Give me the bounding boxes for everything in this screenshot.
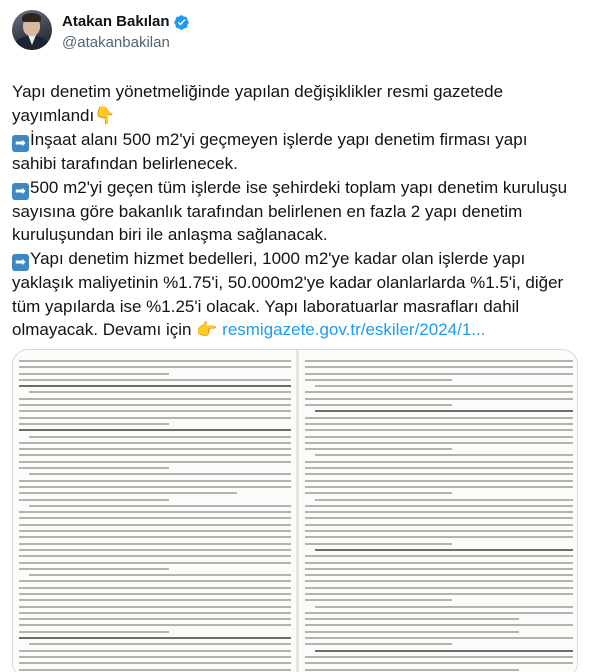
document-text-line [19, 360, 291, 362]
document-text-line [19, 580, 291, 582]
document-text-line [19, 637, 291, 639]
document-text-line [305, 517, 573, 519]
document-text-line [19, 631, 169, 633]
document-text-line [305, 442, 573, 444]
document-text-line [19, 492, 237, 494]
document-text-line [305, 467, 573, 469]
document-text-line [305, 436, 573, 438]
verified-badge-icon[interactable] [173, 14, 190, 31]
document-text-line [19, 555, 291, 557]
document-text-line [305, 631, 519, 633]
document-text-line [305, 473, 573, 475]
document-text-line [19, 467, 169, 469]
document-text-line [19, 593, 291, 595]
document-text-line [305, 624, 573, 626]
document-text-line [305, 486, 573, 488]
document-text-line [19, 599, 291, 601]
document-text-line [19, 656, 291, 658]
document-text-line [19, 650, 291, 652]
document-text-line [305, 612, 573, 614]
document-text-line [305, 423, 573, 425]
document-text-line [305, 637, 573, 639]
avatar-hair [22, 13, 41, 22]
right-arrow-icon: ➡ [12, 135, 29, 152]
document-text-line [19, 423, 169, 425]
document-page-left [13, 350, 297, 672]
document-text-line [19, 385, 291, 387]
document-text-line [315, 606, 573, 608]
document-text-line [305, 574, 573, 576]
document-text-line [19, 587, 291, 589]
document-text-line [305, 391, 573, 393]
document-text-line [19, 417, 291, 419]
paragraph-1 [12, 80, 572, 128]
document-text-line [19, 568, 169, 570]
gazette-link[interactable]: resmigazete.gov.tr/eskiler/2024/1... [222, 320, 486, 340]
document-text-line [19, 530, 291, 532]
document-text-line [305, 379, 452, 381]
paragraph-2-text: İnşaat alanı 500 m2'yi geçmeyen işlerde yapı denetim firması yapı sahibi tarafından belirlenecek. [12, 130, 528, 174]
tweet-text [12, 80, 572, 343]
document-text-line [19, 669, 291, 671]
document-text-line [305, 662, 573, 664]
document-text-line [19, 662, 291, 664]
document-text-line [305, 505, 573, 507]
document-text-line [305, 618, 519, 620]
document-text-line [305, 429, 573, 431]
document-page-right [299, 350, 578, 672]
document-text-line [305, 580, 573, 582]
document-text-line [315, 549, 573, 551]
document-text-line [19, 517, 291, 519]
document-text-line [315, 650, 573, 652]
document-text-line [19, 429, 291, 431]
document-text-line [305, 480, 573, 482]
attached-document-image[interactable] [12, 349, 578, 672]
document-text-line [29, 574, 291, 576]
document-text-line [305, 366, 573, 368]
paragraph-1-text: Yapı denetim yönetmeliğinde yapılan değişiklikler resmi gazetede yayımlandı [12, 82, 504, 125]
document-text-line [305, 599, 452, 601]
document-text-line [19, 448, 291, 450]
author-info [62, 12, 190, 53]
document-text-line [19, 398, 291, 400]
hand-pointing-down-icon: 👇 [94, 105, 116, 126]
document-text-line [315, 499, 573, 501]
document-text-line [19, 366, 291, 368]
document-text-line [305, 373, 573, 375]
right-arrow-icon: ➡ [12, 183, 29, 200]
document-text-line [29, 505, 291, 507]
document-text-line [29, 643, 291, 645]
document-text-line [29, 391, 291, 393]
document-text-line [19, 536, 291, 538]
tweet-header [12, 10, 580, 66]
document-text-line [19, 624, 291, 626]
document-text-line [305, 511, 573, 513]
document-text-line [19, 549, 291, 551]
document-text-line [305, 417, 573, 419]
document-text-line [305, 398, 573, 400]
document-text-line [19, 618, 291, 620]
document-text-line [19, 524, 291, 526]
paragraph-2 [12, 128, 572, 176]
document-text-line [19, 511, 291, 513]
document-text-line [19, 461, 291, 463]
document-text-line [29, 473, 291, 475]
document-text-line [305, 530, 573, 532]
document-text-line [19, 480, 291, 482]
document-text-line [305, 448, 452, 450]
document-text-line [19, 442, 291, 444]
document-text-line [305, 656, 573, 658]
document-text-line [19, 612, 291, 614]
document-text-line [305, 587, 573, 589]
avatar[interactable] [12, 10, 52, 50]
display-name[interactable]: Atakan Bakılan [62, 13, 170, 30]
document-text-line [305, 562, 573, 564]
paragraph-3-text: 500 m2'yi geçen tüm işlerde ise şehirdeki toplam yapı denetim kuruluşu sayısına göre bakanlık tarafından belirlenen en fazla 2 yapı denetim kuruluşundan biri ile anlaşma sağlanacak. [12, 177, 568, 245]
document-text-line [305, 536, 573, 538]
document-text-line [19, 543, 291, 545]
document-text-line [19, 486, 291, 488]
document-text-line [19, 606, 291, 608]
document-text-line [305, 492, 452, 494]
document-text-line [315, 410, 573, 412]
document-text-line [305, 555, 573, 557]
document-text-line [305, 643, 452, 645]
document-text-line [19, 379, 291, 381]
document-text-line [315, 385, 573, 387]
document-text-line [305, 360, 573, 362]
document-text-line [305, 669, 519, 671]
document-text-line [305, 593, 573, 595]
document-text-line [305, 543, 452, 545]
paragraph-4-text: Yapı denetim hizmet bedelleri, 1000 m2'ye kadar olan işlerde yapı yaklaşık maliyetinin %1.75'i, 50.000m2'ye kadar olanlarlarda %1.5'i, diğer tüm yapılarda ise %1.25'i olacak. Yapı laboratuarlar masrafları dahil olmayacak. Devamı için [12, 248, 564, 340]
document-text-line [19, 410, 291, 412]
document-text-line [305, 461, 573, 463]
document-text-line [19, 454, 291, 456]
author-handle[interactable]: @atakanbakilan [62, 34, 170, 51]
right-arrow-icon: ➡ [12, 254, 29, 271]
document-text-line [19, 562, 291, 564]
paragraph-4 [12, 247, 572, 343]
document-text-line [19, 373, 169, 375]
document-text-line [315, 454, 573, 456]
document-text-line [305, 404, 452, 406]
document-text-line [305, 524, 573, 526]
name-row [62, 12, 190, 32]
document-text-line [29, 436, 291, 438]
document-text-line [19, 404, 291, 406]
hand-pointing-right-icon: 👉 [196, 320, 218, 341]
paragraph-3 [12, 176, 572, 247]
document-text-line [305, 568, 573, 570]
document-text-line [19, 499, 169, 501]
